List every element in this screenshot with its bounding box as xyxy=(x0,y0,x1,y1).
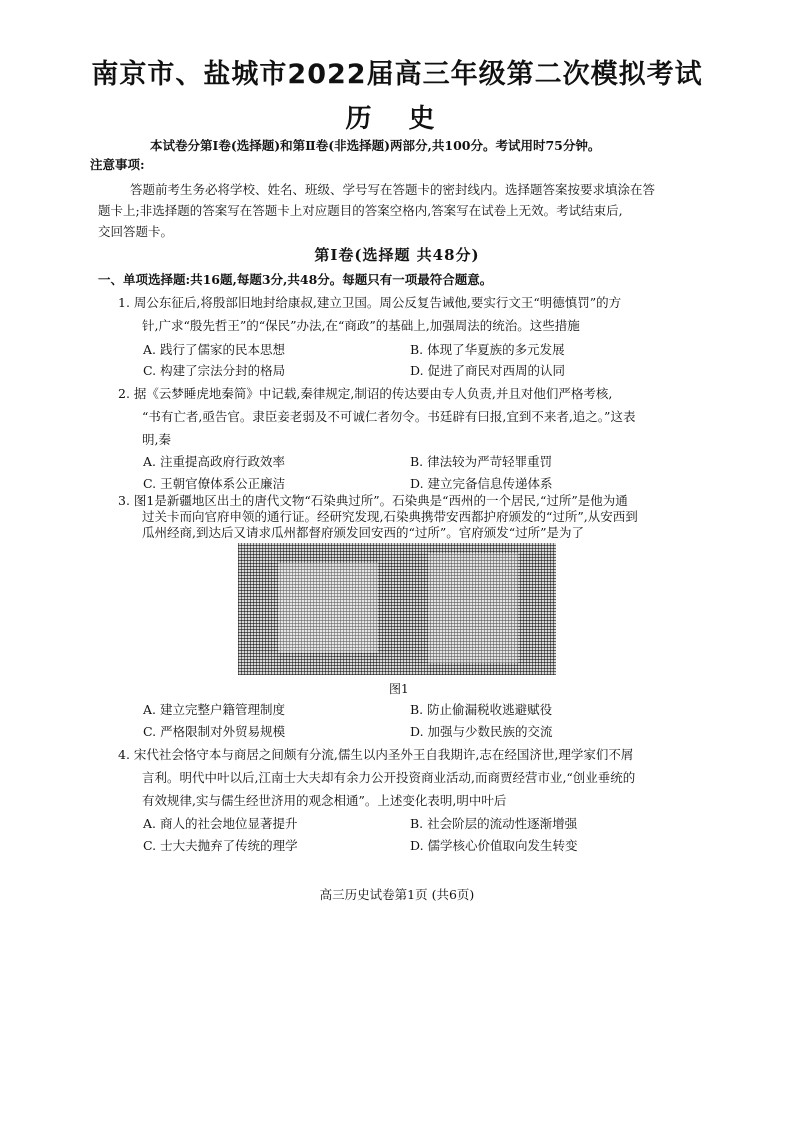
subject-title: 历 史 xyxy=(345,104,449,134)
notes-line-2: 题卡上;非选择题的答案写在答题卡上对应题目的答案空格内,答案写在试卷上无效。考试结束后, xyxy=(98,203,623,218)
exam-info: 本试卷分第Ⅰ卷(选择题)和第Ⅱ卷(非选择题)两部分,共100分。考试用时75分钟。 xyxy=(150,138,601,153)
question-2-option-c[interactable]: C. 王朝官僚体系公正廉洁 xyxy=(143,476,286,491)
question-2-option-d[interactable]: D. 建立完备信息传递体系 xyxy=(410,476,553,491)
question-1-option-a[interactable]: A. 践行了儒家的民本思想 xyxy=(143,342,285,357)
question-3-option-c[interactable]: C. 严格限制对外贸易规模 xyxy=(143,724,286,739)
question-4-option-a[interactable]: A. 商人的社会地位显著提升 xyxy=(143,816,298,831)
page-footer: 高三历史试卷第1页 (共6页) xyxy=(319,887,475,902)
section-title: 第Ⅰ卷(选择题 共48分) xyxy=(314,246,480,264)
exam-title: 南京市、盐城市2022届高三年级第二次模拟考试 xyxy=(91,59,703,90)
question-3-option-b[interactable]: B. 防止偷漏税收逃避赋役 xyxy=(410,702,553,717)
figure-texture xyxy=(428,553,518,663)
figure-1-image xyxy=(238,543,556,675)
question-4-line-1: 4. 宋代社会恪守本与商居之间颇有分流,儒生以内圣外王自我期许,志在经国济世,理学家们不屑 xyxy=(118,747,634,762)
question-4-line-2: 言利。明代中叶以后,江南士大夫却有余力公开投资商业活动,而商贾经营市业,“创业垂统的 xyxy=(142,770,636,785)
question-2-option-a[interactable]: A. 注重提高政府行政效率 xyxy=(143,454,285,469)
question-4-line-3: 有效规律,实与儒生经世济用的观念相通”。上述变化表明,明中叶后 xyxy=(142,793,507,808)
question-1-option-b[interactable]: B. 体现了华夏族的多元发展 xyxy=(410,342,565,357)
notes-line-1: 答题前考生务必将学校、姓名、班级、学号写在答题卡的密封线内。选择题答案按要求填涂在答 xyxy=(130,182,656,197)
question-3-line-2: 过关卡而向官府申领的通行证。经研究发现,石染典携带安西都护府颁发的“过所”,从安西到 xyxy=(142,509,638,524)
question-1-option-c[interactable]: C. 构建了宗法分封的格局 xyxy=(143,363,286,378)
question-2-line-3: 明,秦 xyxy=(142,432,171,447)
question-1-option-d[interactable]: D. 促进了商民对西周的认同 xyxy=(410,363,566,378)
notes-line-3: 交回答题卡。 xyxy=(98,224,174,239)
question-3-option-d[interactable]: D. 加强与少数民族的交流 xyxy=(410,724,553,739)
figure-1-caption: 图1 xyxy=(389,682,409,696)
question-2-option-b[interactable]: B. 律法较为严苛轻罪重罚 xyxy=(410,454,553,469)
question-4-option-d[interactable]: D. 儒学核心价值取向发生转变 xyxy=(410,838,578,853)
figure-texture xyxy=(278,563,378,653)
part-heading: 一、单项选择题:共16题,每题3分,共48分。每题只有一项最符合题意。 xyxy=(98,272,493,287)
question-4-option-b[interactable]: B. 社会阶层的流动性逐渐增强 xyxy=(410,816,578,831)
notes-heading: 注意事项: xyxy=(90,157,145,172)
question-2-line-1: 2. 据《云梦睡虎地秦简》中记载,秦律规定,制诏的传达要由专人负责,并且对他们严格考核, xyxy=(118,386,613,401)
question-3-option-a[interactable]: A. 建立完整户籍管理制度 xyxy=(143,702,285,717)
question-2-line-2: “书有亡者,亟告官。隶臣妾老弱及不可诚仁者勿令。书廷辟有曰报,宜到不来者,追之。”这表 xyxy=(142,409,636,424)
question-4-option-c[interactable]: C. 士大夫抛弃了传统的理学 xyxy=(143,838,298,853)
question-3-line-1: 3. 图1是新疆地区出土的唐代文物“石染典过所”。石染典是“西州的一个居民,“过所”是他为通 xyxy=(118,493,628,508)
question-1-line-2: 针,广求“殷先哲王”的“保民”办法,在“商政”的基础上,加强周法的统治。这些措施 xyxy=(142,318,580,333)
question-3-line-3: 瓜州经商,到达后又请求瓜州都督府颁发回安西的“过所”。官府颁发“过所”是为了 xyxy=(142,525,585,540)
question-1-line-1: 1. 周公东征后,将殷部旧地封给康叔,建立卫国。周公反复告诫他,要实行文王“明德慎罚”的方 xyxy=(118,295,622,310)
